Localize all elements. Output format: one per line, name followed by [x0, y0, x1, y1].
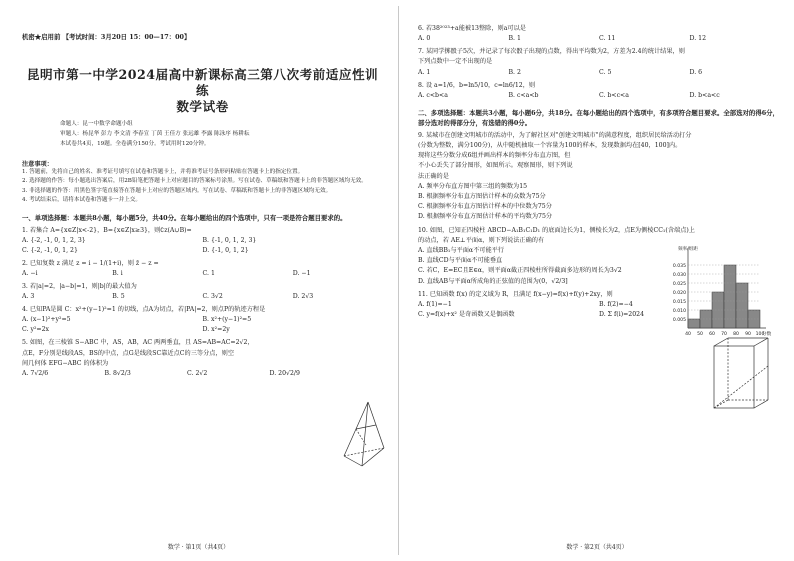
question-5-line: 点E，F分别是线段AS，BS的中点，点G是线段SC靠近点C的三等分点，则空 [22, 349, 235, 357]
option: D. {-1, 0, 1, 2} [202, 246, 249, 254]
y-tick-label: 0.035 [672, 263, 686, 269]
option: D. x²=2y [202, 326, 230, 334]
question-1: 1. 若集合 A={x∈Z|x<-2}，B={x∈Z|x≥3}，则∁z(A∪B)= [22, 226, 192, 234]
option: D. 2√3 [292, 293, 314, 301]
option: C. 3√2 [202, 293, 223, 301]
x-tick-label: 80 [733, 332, 739, 337]
option: D. −1 [292, 270, 311, 278]
option: A. 3 [22, 293, 35, 301]
y-tick-label: 0.015 [672, 299, 686, 305]
question-5: 5. 如图，在三棱锥 S−ABC 中，AS，AB，AC 两两垂直，且 AS=AB=AC=2√2， [22, 339, 254, 347]
page-2 [400, 0, 794, 561]
question-3: 3. 若|a|=2，|a−b|=1，则|b|的最大值为 [22, 283, 137, 291]
question-6: 6. 若38²⁰²³+a能被13整除，则a可以是 [418, 25, 526, 32]
histogram-bar [688, 319, 700, 328]
question-9-line: 现将这些分数分成6组并画出样本的频率分布直方图，但 [418, 152, 571, 160]
option: B. 8√2/3 [104, 370, 131, 378]
exam-meta [60, 119, 383, 149]
option: C. 若C，E=EC且E∈α，则平面α截正四棱柱所得截面多边形的周长为3√2 [418, 267, 622, 275]
notes-heading: 注意事项： [22, 161, 53, 168]
option: A. f(1)=−1 [418, 301, 452, 309]
question-7: 7. 某同学掷骰子5次，并记录了每次骰子出现的点数，得出平均数为2，方差为2.4的统计结果，则 [418, 48, 685, 56]
histogram-bar [736, 283, 748, 328]
histogram-bar [724, 265, 736, 328]
option: C. y=f(x)+x² 是奇函数又是偶函数 [418, 311, 515, 319]
options [22, 325, 383, 335]
page-footer: 数学 · 第1页（共4页） [167, 544, 230, 551]
options [22, 369, 352, 379]
question-11: 11. 已知函数 f(x) 的定义域为 R，且满足 f(x−y)=f(x)+f(y)+2xy，则 [418, 290, 613, 298]
histogram-chart [664, 244, 774, 340]
option: B. f(2)=−4 [599, 301, 633, 309]
y-tick-label: 0.005 [672, 317, 686, 323]
option: D. Σ f(i)=2024 [599, 311, 645, 319]
question-5-text [22, 338, 312, 369]
page-divider [398, 6, 399, 555]
option: D. 6 [689, 68, 703, 76]
question-9-line: 不小心丢失了部分图形，如图所示。观察图形，则下列说 [418, 162, 573, 170]
option: C. 5 [599, 68, 612, 76]
exam-title-line-2: 数学试卷 [176, 99, 229, 114]
question-5-line: 间几何体 EFG−ABC 的体积为 [22, 359, 109, 367]
option: B. i [112, 270, 123, 278]
options [418, 34, 780, 44]
option: D. 20√2/9 [269, 370, 300, 378]
section-heading: 一、单项选择题：本题共8小题，每小题5分，共40分。在每小题给出的四个选项中，只有一项是符合题目要求的。 [22, 213, 347, 222]
question-10: 10. 如图，已知正四棱柱 ABCD−A₁B₁C₁D₁ 的底面边长为1，侧棱长为2，点E为侧棱CC₁(含端点)上 [418, 226, 695, 234]
options [22, 246, 383, 256]
option: A. 7√2/6 [22, 370, 49, 378]
option: B. 根据频率分布直方图估计样本的众数为75分 [418, 193, 546, 201]
note-item: 2. 选择题的作答：每小题选出答案后，用2B铅笔把答题卡上对应题目的答案标号涂黑。写在试卷、草稿纸和答题卡上的非答题区域均无效。 [22, 178, 367, 185]
question-2: 2. 已知复数 z 满足 z = i − 1/(1+i)，则 z̄ − z = [22, 259, 159, 267]
option: B. 2 [508, 68, 521, 76]
question-9-wrap [418, 151, 663, 222]
x-tick-label: 90 [745, 332, 751, 337]
option: B. {-1, 0, 1, 2, 3} [202, 236, 257, 244]
options [418, 91, 780, 101]
question-8: 8. 设 a=1/6，b=ln5/10，c=ln6/12，则 [418, 81, 536, 89]
option: C. {-2, -1, 0, 1, 2} [22, 246, 78, 254]
meta-line: 命题人：昆一中数学命题小组 [60, 121, 133, 127]
options [22, 269, 383, 279]
y-tick-label: 0.020 [672, 290, 686, 296]
option: B. c<a<b [508, 91, 539, 99]
question-10-line: 的动点，若 AE⊥平面α，则下列说法正确的有 [418, 236, 545, 244]
note-item: 4. 考试结束后，请将本试卷和答题卡一并上交。 [22, 197, 141, 204]
x-tick-label: 60 [709, 332, 715, 337]
tetrahedron-figure [338, 398, 390, 470]
option: B. 5 [112, 293, 125, 301]
option: D. 直线AB与平面α所成角的正弦值的范围为(0，√2/3] [418, 277, 568, 285]
option: D. 12 [689, 35, 707, 43]
meta-line: 审题人：杨昆华 彭力 李文清 李春宣 丁茵 王佳方 张远雄 李露 陈泳序 杨耕耘 [60, 131, 250, 137]
y-tick-label: 0.025 [672, 281, 686, 287]
option: A. (x−1)²+y²=5 [22, 316, 71, 324]
option: A. c<b<a [418, 91, 448, 99]
y-axis-label: 频率/组距 [678, 247, 698, 252]
option: D. b<a<c [689, 91, 720, 99]
options [418, 68, 780, 78]
option: A. 0 [418, 35, 431, 43]
question-7-line: 下列点数中一定不出现的是 [418, 58, 493, 66]
option: C. 1 [202, 270, 215, 278]
options [22, 315, 383, 325]
question-9-line: (分数为整数，满分100分)，从中随机抽取一个容量为100的样本，发现数据均在[40，100]内。 [418, 142, 682, 150]
exam-title [22, 67, 383, 115]
question-9: 9. 某城市在创建文明城市的活动中，为了解社区对"创建文明城市"的满意程度，组织居民给活动打分 [418, 131, 692, 139]
note-item: 1. 答题前，先将自己的姓名、准考证号填写在试卷和答题卡上，并将准考证号条形码粘贴在答题卡上的指定位置。 [22, 169, 304, 175]
option: A. −i [22, 270, 38, 278]
option: D. 根据频率分布直方图估计样本的平均数为75分 [418, 213, 553, 221]
option: C. 根据频率分布直方图估计样本的中位数为75分 [418, 203, 552, 211]
note-item: 3. 非选择题的作答：用黑色签字笔直接答在答题卡上对应的答题区域内。写在试卷、草稿纸和答题卡上的非答题区域均无效。 [22, 187, 332, 194]
option: C. 11 [599, 35, 616, 43]
options [22, 236, 383, 246]
meta-line: 本试卷共4页，19题。全卷满分150分。考试用时120分钟。 [60, 141, 210, 147]
y-tick-label: 0.030 [672, 272, 686, 278]
option: B. 1 [508, 35, 521, 43]
question-9-line: 法正确的是 [418, 172, 449, 180]
x-axis-label: 分数 [762, 332, 772, 337]
x-tick-label: 40 [685, 332, 691, 337]
y-tick-label: 0.010 [672, 308, 686, 314]
option: A. 频率分布直方图中第三组的频数为15 [418, 182, 528, 190]
option: A. 直线BB₁与平面α不可能平行 [418, 247, 505, 255]
x-tick-label: 70 [721, 332, 727, 337]
section-heading: 二、多项选择题：本题共3小题，每小题6分，共18分。在每小题给出的四个选项中，有多项符合题目要求。全部选对的得6分，部分选对的得部分分，有选错的得0分。 [418, 108, 779, 127]
option: C. y²=2x [22, 326, 50, 334]
prism-figure [706, 336, 778, 420]
option: A. {-2, -1, 0, 1, 2, 3} [22, 236, 86, 244]
options [22, 292, 383, 302]
x-tick-label: 50 [697, 332, 703, 337]
top-line: 机密★启用前 【考试时间：3月20日 15：00—17：00】 [22, 33, 191, 41]
option: B. x²+(y−1)²=5 [202, 316, 252, 324]
option: C. 2√2 [187, 370, 208, 378]
question-4: 4. 已知PA是圆 C：x²+(y−1)²=1 的切线，点A为切点，若|PA|=2，则点P的轨迹方程是 [22, 306, 266, 314]
option: B. 直线CD与平面α不可能垂直 [418, 257, 503, 265]
option: A. 1 [418, 68, 431, 76]
option: C. b<c<a [599, 91, 629, 99]
page-footer: 数学 · 第2页（共4页） [566, 544, 628, 551]
exam-title-line-1: 昆明市第一中学2024届高中新课标高三第八次考前适应性训练 [26, 67, 379, 98]
x-tick-label: 100 [755, 332, 765, 337]
